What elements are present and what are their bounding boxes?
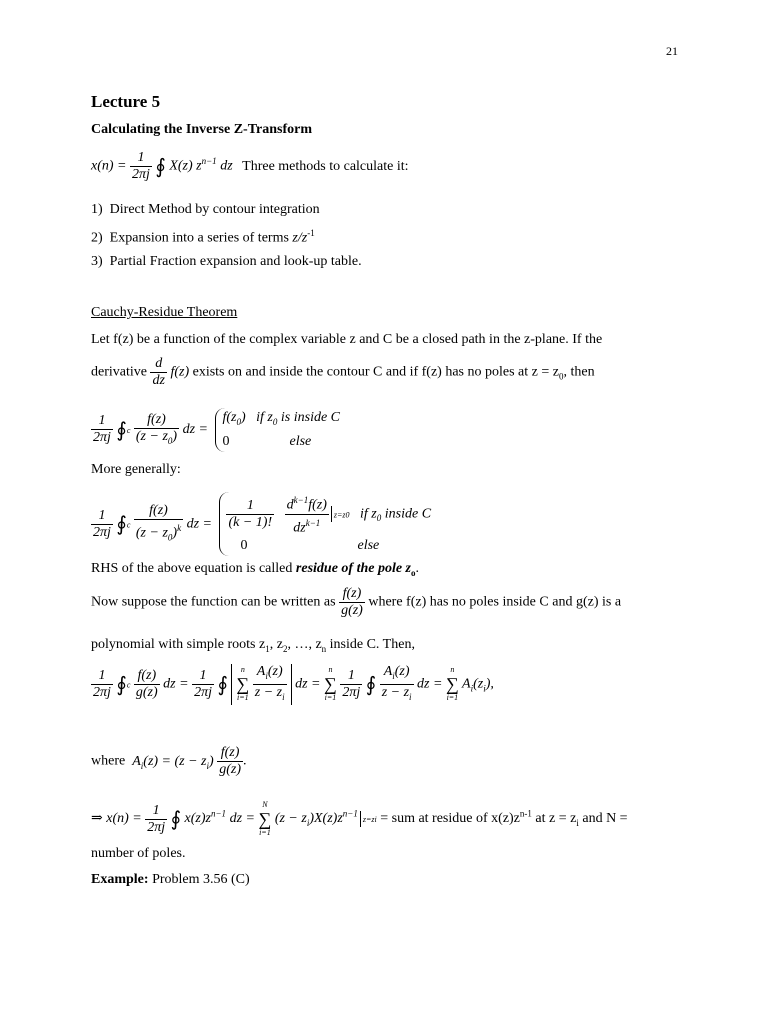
method-item-1: 1) Direct Method by contour integration — [91, 202, 320, 217]
example-line — [91, 872, 250, 888]
more-generally-text: More generally: — [91, 462, 181, 477]
number-of-poles-text: number of poles. — [91, 846, 186, 861]
lecture-title: Lecture 5 — [91, 92, 161, 111]
partial-fraction-equation: $\frac{1}{2\pi j}$ ∮c $\frac{f(z)}{g(z)}$ dz = $\frac{1}{2\pi j}$ ∮ n ∑ i=1 $\frac{A_i(z)}{z - z_i}$ dz = n ∑ i=1 $\frac{1}{2\pi j}$ ∮ $\frac{A_i(z)}{z - z_i}$ dz = n ∑ i=1 $A_i(z_i)$, — [91, 664, 494, 705]
inverse-z-formula: x(n) = $\frac{1}{2\pi j}$ ∮ X(z) $z^{n-1}$ dz Three methods to calculate it: — [91, 150, 409, 182]
cauchy-paragraph-1: Let f(z) be a function of the complex variable z and C be a closed path in the z-plane. If the — [91, 332, 603, 347]
cauchy-paragraph-2: derivative $\frac{d}{dz}$ f(z) exists on and inside the contour C and if f(z) has no poles at $z = z_0$, then — [91, 356, 595, 388]
cauchy-heading: Cauchy-Residue Theorem — [91, 305, 238, 320]
method-item-2: 2) Expansion into a series of terms $z/z^{-1}$ — [91, 228, 315, 246]
example-text: Problem 3.56 (C) — [148, 872, 250, 887]
section-title: Calculating the Inverse Z-Transform — [91, 122, 312, 137]
page-number: 21 — [666, 44, 678, 58]
example-label: Example: — [91, 872, 149, 887]
residue-equation-2: $\frac{1}{2\pi j}$ ∮c $\frac{f(z)}{(z - z_0)^k}$ dz = $\frac{1}{(k - 1)!}$ $\frac{d^{k-1}f(z)}{dz^{k-1}}$ z=z0 if $z_0$ inside C 0 else — [91, 492, 431, 556]
residue-equation-1: $\frac{1}{2\pi j}$ ∮c $\frac{f(z)}{(z - z_0)}$ dz = $f(z_0)$ if $z_0$ is inside C 0 else — [91, 408, 340, 452]
where-equation: where $A_i(z) = (z - z_i)$ $\frac{f(z)}{g(z)}$ . — [91, 745, 247, 777]
method-item-3: 3) Partial Fraction expansion and look-up table. — [91, 254, 362, 269]
now-suppose-sentence: Now suppose the function can be written as $\frac{f(z)}{g(z)}$ where f(z) has no poles inside C and g(z) is a — [91, 586, 622, 618]
residue-sum-equation: ⇒ x(n) = $\frac{1}{2\pi j}$ ∮ $x(z)z^{n-1}$ dz = N ∑ i=1 $(z - z_i)X(z)z^{n-1}z=zi$ = sum at residue of $x(z)z^{n-1}$ at $z = z_i$ and N = — [91, 800, 628, 837]
rhs-sentence: RHS of the above equation is called residue of the pole $z_o$. — [91, 561, 420, 578]
polynomial-sentence: polynomial with simple roots $z_1$, $z_2$, …, $z_n$ inside C. Then, — [91, 637, 415, 654]
